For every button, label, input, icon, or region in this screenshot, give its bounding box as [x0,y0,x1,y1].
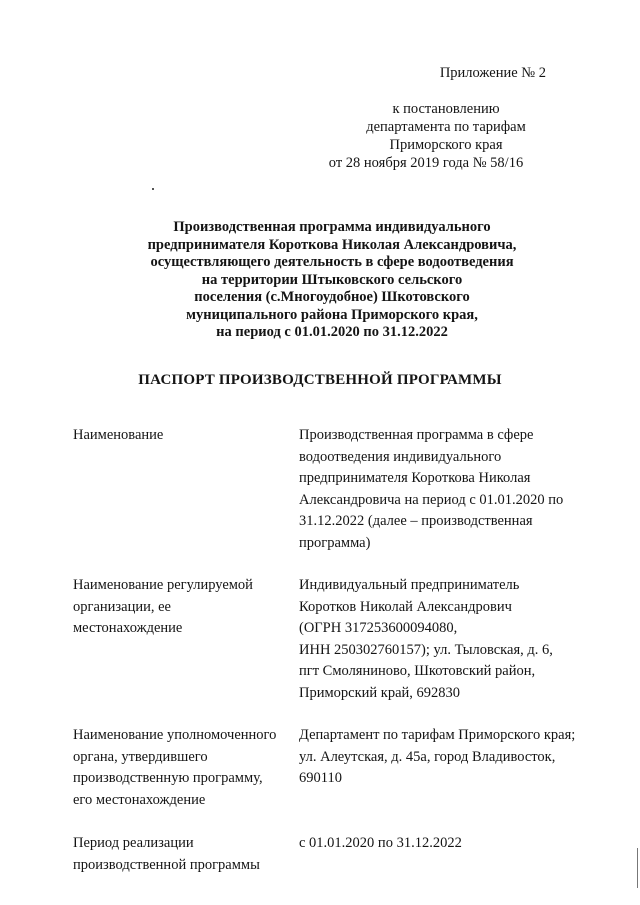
value-line: ИНН 250302760157); ул. Тыловская, д. 6, [299,641,553,658]
label-line: производственной программы [73,856,260,873]
passport-table [73,425,593,896]
value-line: Департамент по тарифам Приморского края; [299,727,576,743]
label-line: производственную программу, [73,770,263,786]
value-line: Приморский край, 692830 [299,684,461,701]
title-line: поселения (с.Многоудобное) Шкотовского [194,289,470,305]
passport-label [73,833,299,876]
label-line: его местонахождение [73,791,206,808]
passport-label [73,725,299,813]
appendix-line: департамента по тарифам [366,119,526,135]
passport-row-authority [73,725,593,813]
label-line: местонахождение [73,620,183,636]
document-title [100,219,564,342]
passport-row-name [73,425,593,555]
label-line: Период реализации [73,835,194,851]
appendix-line: от 28 ноября 2019 года № 58/16 [328,155,524,171]
passport-heading: ПАСПОРТ ПРОИЗВОДСТВЕННОЙ ПРОГРАММЫ [138,372,502,388]
value-line: (ОГРН 317253600094080, [299,620,458,636]
title-line: предпринимателя Короткова Николая Александровича, [147,236,517,253]
value-line: предпринимателя Короткова Николая [299,470,531,486]
value-line: с 01.01.2020 по 31.12.2022 [299,835,462,851]
scan-speck [152,188,154,190]
label-line: органа, утвердившего [73,748,208,765]
title-line: на территории Штыковского сельского [201,271,463,288]
appendix-title: Приложение № 2 [439,65,546,81]
value-line: программа) [299,534,371,551]
value-line: ул. Алеутская, д. 45а, город Владивосток, [299,748,556,765]
title-line: осуществляющего деятельность в сфере водоотведения [150,254,514,270]
scan-edge-mark [637,848,638,888]
value-line: 31.12.2022 (далее – производственная [299,513,533,529]
passport-label [73,575,299,705]
label-line: Наименование [73,427,164,443]
appendix-block [306,64,546,172]
passport-value [299,575,593,705]
passport-row-organization [73,575,593,705]
value-line: Коротков Николай Александрович [299,598,512,615]
title-line: на период с 01.01.2020 по 31.12.2022 [216,324,448,340]
value-line: 690110 [299,770,342,786]
label-line: организации, ее [73,598,171,615]
passport-value [299,725,593,813]
value-line: пгт Смолянинoво, Шкотовский район, [299,663,536,679]
passport-value [299,833,593,876]
title-line: муниципального района Приморского края, [186,306,478,323]
passport-value [299,425,593,555]
passport-label [73,425,299,555]
label-line: Наименование регулируемой [73,577,253,593]
label-line: Наименование уполномоченного [73,727,277,743]
value-line: Индивидуальный предприниматель [299,577,520,593]
appendix-line: Приморского края [389,137,503,153]
value-line: Александровича на период с 01.01.2020 по [299,491,564,508]
passport-row-period [73,833,593,876]
appendix-line: к постановлению [392,101,500,117]
value-line: Производственная программа в сфере [299,427,534,443]
title-line: Производственная программа индивидуального [173,219,491,235]
value-line: водоотведения индивидуального [299,448,502,465]
